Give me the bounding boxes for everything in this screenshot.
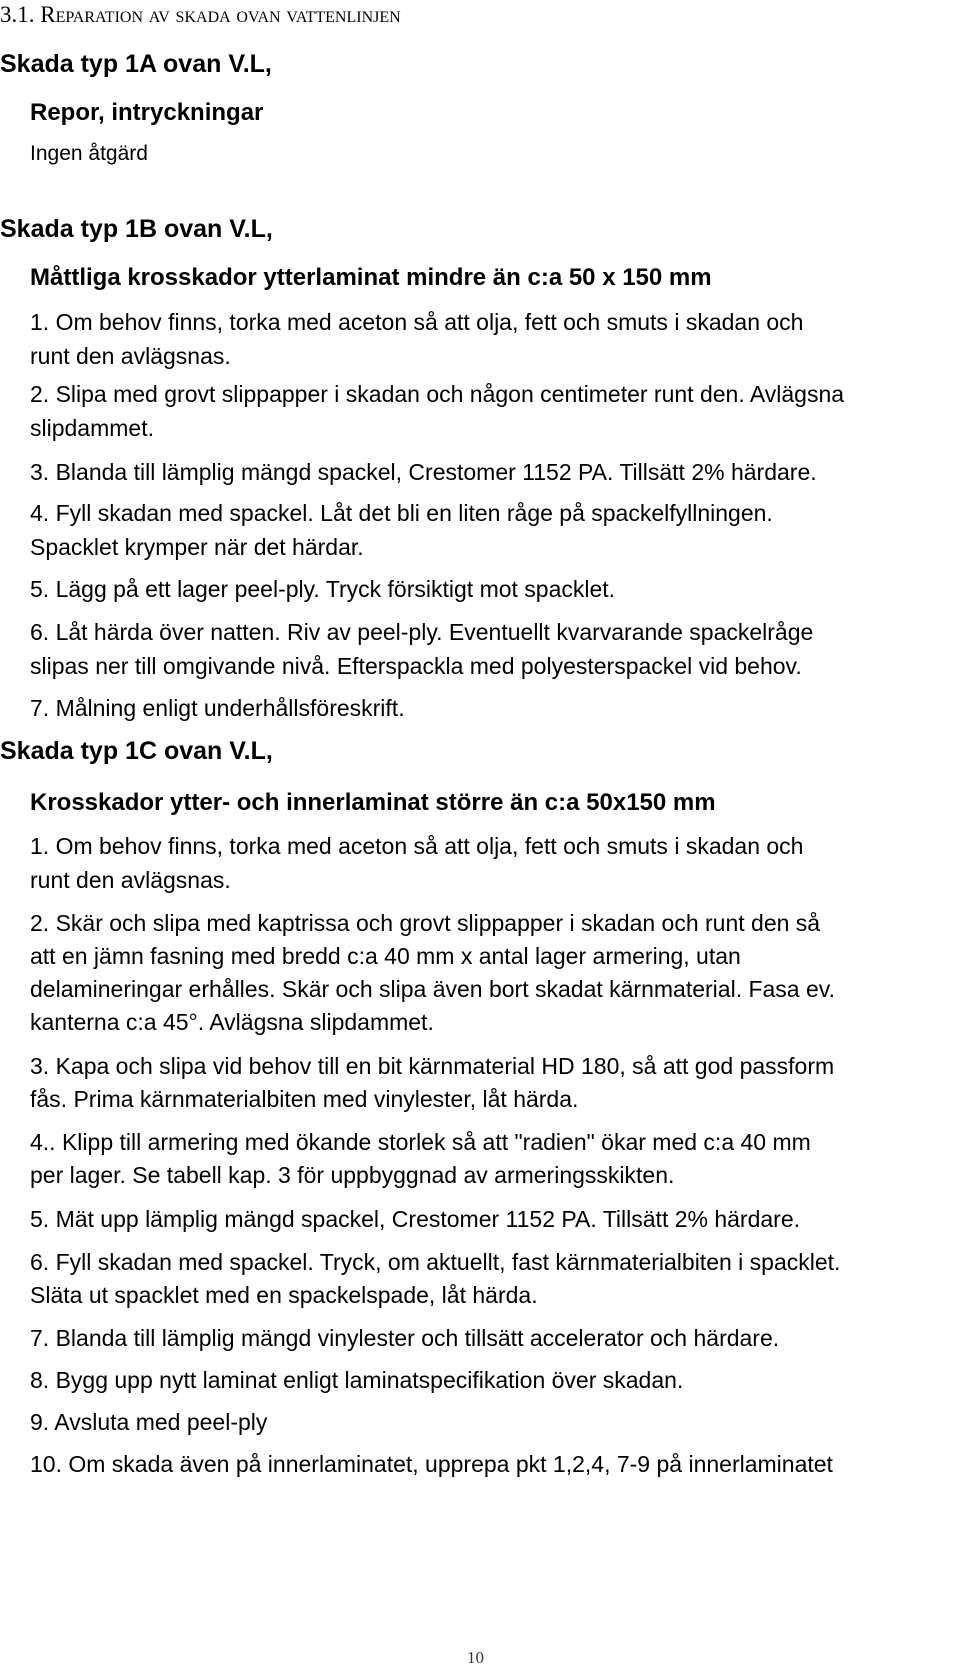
section-1b-line: slipdammet. — [30, 415, 154, 441]
chapter-title: Reparation av skada ovan vattenlinjen — [40, 2, 401, 27]
section-1c-line: 1. Om behov finns, torka med aceton så att olja, fett och smuts i skadan och — [30, 833, 804, 859]
section-1c-line: runt den avlägsnas. — [30, 867, 231, 893]
section-1b-line: 4. Fyll skadan med spackel. Låt det bli en liten råge på spackelfyllningen. — [30, 500, 773, 526]
section-1c-line: 9. Avsluta med peel-ply — [30, 1409, 268, 1435]
section-1c-subheading: Krosskador ytter- och innerlaminat större än c:a 50x150 mm — [30, 789, 716, 816]
section-1c-line: att en jämn fasning med bredd c:a 40 mm x antal lager armering, utan — [30, 943, 741, 969]
section-1c-line: per lager. Se tabell kap. 3 för uppbyggnad av armeringsskikten. — [30, 1162, 675, 1188]
section-1c-line: 10. Om skada även på innerlaminatet, upprepa pkt 1,2,4, 7-9 på innerlaminatet — [30, 1451, 833, 1477]
section-1a-subheading: Repor, intryckningar — [30, 99, 264, 126]
page-number: 10 — [467, 1648, 484, 1667]
section-1b-line: 7. Målning enligt underhållsföreskrift. — [30, 695, 405, 721]
section-1c-line: fås. Prima kärnmaterialbiten med vinylester, låt härda. — [30, 1086, 579, 1112]
section-1a-note: Ingen åtgärd — [30, 142, 148, 165]
section-1b-line: 2. Slipa med grovt slippapper i skadan och någon centimeter runt den. Avlägsna — [30, 381, 845, 407]
section-1b-heading: Skada typ 1B ovan V.L, — [0, 215, 273, 243]
section-1c-line: 3. Kapa och slipa vid behov till en bit kärnmaterial HD 180, så att god passform — [30, 1053, 835, 1079]
section-1c-heading: Skada typ 1C ovan V.L, — [0, 737, 273, 765]
section-1c-line: 4.. Klipp till armering med ökande storlek så att "radien" ökar med c:a 40 mm — [30, 1129, 811, 1155]
section-1c-line: kanterna c:a 45°. Avlägsna slipdammet. — [30, 1009, 434, 1035]
section-1c-line: 5. Mät upp lämplig mängd spackel, Crestomer 1152 PA. Tillsätt 2% härdare. — [30, 1206, 801, 1232]
section-1b-line: 1. Om behov finns, torka med aceton så att olja, fett och smuts i skadan och — [30, 309, 804, 335]
chapter-number: 3.1. — [0, 2, 35, 27]
section-1c-line: 6. Fyll skadan med spackel. Tryck, om aktuellt, fast kärnmaterialbiten i spacklet. — [30, 1249, 841, 1275]
section-1b-line: Spacklet krymper när det härdar. — [30, 534, 364, 560]
section-1c-line: 8. Bygg upp nytt laminat enligt laminatspecifikation över skadan. — [30, 1367, 684, 1393]
section-1b-line: runt den avlägsnas. — [30, 343, 231, 369]
section-1b-subheading: Måttliga krosskador ytterlaminat mindre än c:a 50 x 150 mm — [30, 264, 712, 291]
section-1b-line: 5. Lägg på ett lager peel-ply. Tryck försiktigt mot spacklet. — [30, 576, 616, 602]
section-1b-line: 3. Blanda till lämplig mängd spackel, Crestomer 1152 PA. Tillsätt 2% härdare. — [30, 459, 817, 485]
section-1c-line: 2. Skär och slipa med kaptrissa och grovt slippapper i skadan och runt den så — [30, 910, 821, 936]
section-1b-line: 6. Låt härda över natten. Riv av peel-ply. Eventuellt kvarvarande spackelråge — [30, 619, 814, 645]
section-1a-heading: Skada typ 1A ovan V.L, — [0, 50, 272, 78]
chapter-heading — [0, 2, 401, 28]
section-1c-line: Släta ut spacklet med en spackelspade, låt härda. — [30, 1282, 538, 1308]
section-1c-line: delamineringar erhålles. Skär och slipa även bort skadat kärnmaterial. Fasa ev. — [30, 976, 835, 1002]
section-1c-line: 7. Blanda till lämplig mängd vinylester och tillsätt accelerator och härdare. — [30, 1325, 780, 1351]
section-1b-line: slipas ner till omgivande nivå. Efterspackla med polyesterspackel vid behov. — [30, 653, 802, 679]
